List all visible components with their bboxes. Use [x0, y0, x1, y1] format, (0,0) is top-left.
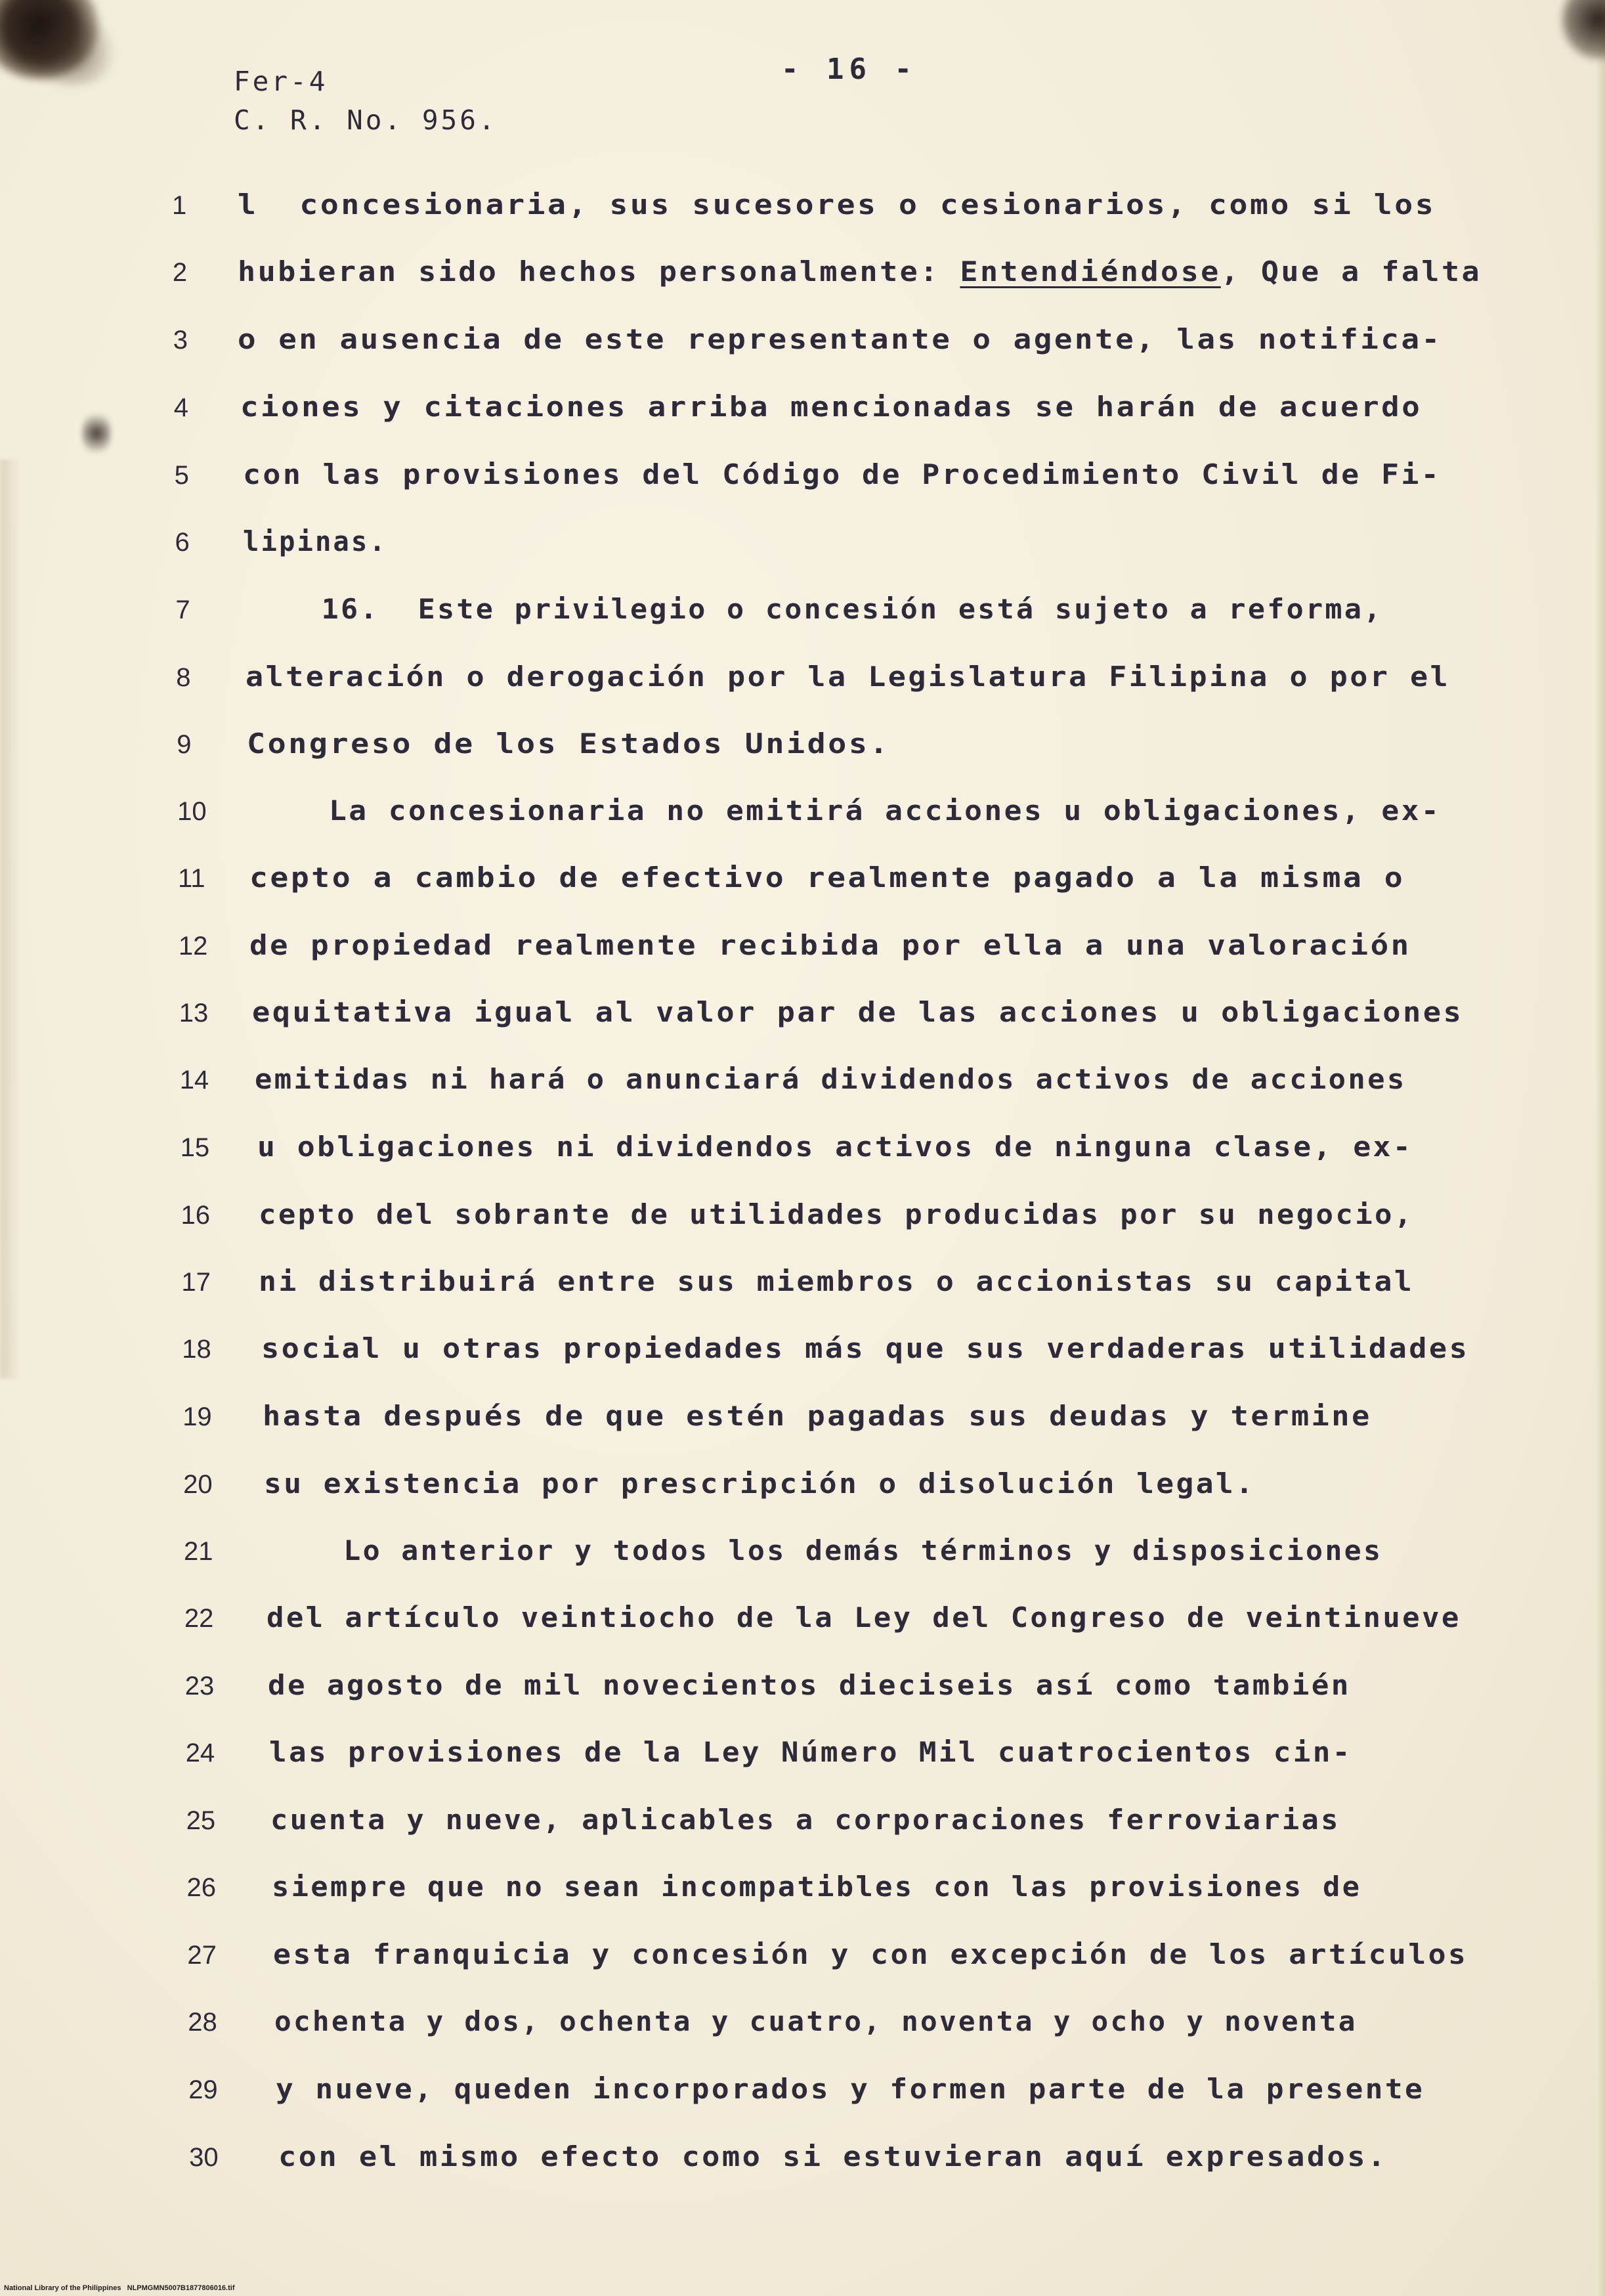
text-line-content: cepto a cambio de efectivo realmente pagado a la misma o	[249, 861, 1405, 894]
text-line	[243, 525, 387, 557]
text-line	[240, 393, 1422, 421]
text-line	[249, 929, 1411, 961]
page-edge	[1596, 0, 1605, 2296]
line-number: 4	[173, 393, 188, 422]
text-line	[238, 323, 1442, 355]
text-line-content: ni distribuirá entre sus miembros o accionistas su capital	[259, 1265, 1415, 1297]
underlined-term: Entendiéndose	[960, 255, 1221, 288]
text-line	[259, 1198, 1414, 1230]
text-line-content: de propiedad realmente recibida por ella a una valoración	[249, 929, 1411, 961]
text-line	[274, 2005, 1358, 2037]
text-line-content: social u otras propiedades más que sus verdaderas utilidades	[261, 1332, 1470, 1364]
line-number: 25	[186, 1806, 216, 1835]
ink-stain-top-left-faint	[20, 20, 125, 85]
text-line-content: ciones y citaciones arriba mencionadas se harán de acuerdo	[240, 391, 1423, 423]
line-number: 21	[184, 1537, 213, 1566]
text-line	[244, 593, 1383, 625]
ink-spot-left-margin	[82, 410, 111, 456]
text-line	[273, 1938, 1468, 1970]
text-line	[243, 458, 1442, 490]
line-number: 20	[183, 1470, 213, 1499]
ink-stain-top-right	[1562, 0, 1605, 59]
text-line-content: cuenta y nueve, aplicables a corporaciones ferroviarias	[270, 1804, 1340, 1836]
text-line-continuation: , Que a falta	[1220, 255, 1482, 288]
line-number: 12	[178, 932, 208, 961]
line-number: 13	[179, 999, 209, 1028]
line-number: 26	[186, 1873, 216, 1902]
text-line-content: del artículo veintiocho de la Ley del Congreso de veintinueve	[267, 1601, 1461, 1634]
line-number: 5	[174, 461, 189, 490]
text-line-content: o en ausencia de este representante o agente, las notifica-	[238, 323, 1442, 355]
text-line-content: equitativa igual al valor par de las acciones u obligaciones	[252, 996, 1464, 1028]
text-line	[261, 1332, 1470, 1364]
text-line	[272, 1873, 1361, 1901]
line-number: 19	[182, 1402, 212, 1431]
text-line-content: emitidas ni hará o anunciará dividendos activos de acciones	[255, 1063, 1407, 1095]
line-number: 29	[188, 2075, 218, 2104]
line-number: 30	[189, 2143, 219, 2172]
text-line	[267, 1601, 1461, 1634]
text-line-content: siempre que no sean incompatibles con las provisiones de	[272, 1871, 1362, 1903]
text-line	[257, 1133, 1413, 1161]
text-line-content: 16. Este privilegio o concesión está sujeto a reforma,	[244, 593, 1383, 625]
line-number: 18	[182, 1335, 211, 1364]
text-line-content: ochenta y dos, ochenta y cuatro, noventa y ocho y noventa	[274, 2005, 1358, 2037]
text-line	[268, 1669, 1351, 1701]
line-number: 23	[184, 1672, 215, 1700]
text-line	[267, 1534, 1383, 1567]
text-line-content: Congreso de los Estados Unidos.	[247, 727, 891, 760]
text-line-content: hubieran sido hechos personalmente:	[238, 255, 960, 288]
text-line	[247, 727, 891, 760]
text-line-content: con las provisiones del Código de Procedimiento Civil de Fi-	[243, 458, 1442, 490]
line-number: 14	[179, 1066, 209, 1094]
line-number: 24	[185, 1739, 215, 1767]
text-line-content: lipinas.	[243, 525, 387, 557]
document-reference-number: C. R. No. 956.	[234, 104, 498, 136]
document-code: Fer-4	[234, 66, 328, 97]
text-line	[278, 2140, 1388, 2173]
text-line	[255, 1063, 1407, 1095]
text-line-content: Lo anterior y todos los demás términos y disposiciones	[267, 1534, 1383, 1567]
line-number: 9	[177, 730, 192, 759]
line-number: 22	[184, 1604, 214, 1633]
text-line-content: de agosto de mil novecientos dieciseis así como también	[268, 1669, 1351, 1701]
paper-shadow-left	[0, 460, 20, 1379]
line-number: 15	[180, 1133, 210, 1162]
text-line	[269, 1736, 1352, 1768]
text-line-content: u obligaciones ni dividendos activos de ninguna clase, ex-	[257, 1131, 1413, 1163]
line-number: 28	[188, 2008, 217, 2037]
text-line-content: y nueve, queden incorporados y formen parte de la presente	[276, 2073, 1425, 2105]
line-number: 8	[176, 663, 191, 692]
text-line-content: alteración o derogación por la Legislatura Filipina o por el	[246, 661, 1451, 693]
line-number: 10	[177, 797, 207, 826]
text-line	[238, 255, 1482, 288]
text-line-content: con el mismo efecto como si estuvieran aquí expresados.	[278, 2140, 1388, 2173]
line-number: 27	[187, 1941, 217, 1970]
text-line	[246, 663, 1450, 691]
scan-credit: National Library of the Philippines NLPMGMN5007B1877806016.tif	[4, 2284, 235, 2292]
line-number: 1	[172, 191, 187, 220]
line-number: 11	[178, 864, 205, 893]
line-number: 2	[172, 258, 188, 287]
text-line-content: hasta después de que estén pagadas sus deudas y termine	[263, 1400, 1372, 1432]
line-number: 3	[173, 326, 188, 355]
text-line	[276, 2075, 1424, 2103]
line-number: 16	[181, 1201, 210, 1230]
text-line	[263, 1402, 1372, 1430]
line-number: 7	[175, 596, 190, 624]
page-number: - 16 -	[781, 53, 917, 86]
text-line-content: las provisiones de la Ley Número Mil cuatrocientos cin-	[269, 1736, 1352, 1768]
text-line-content: su existencia por prescripción o disolución legal.	[264, 1467, 1256, 1500]
line-number: 17	[181, 1268, 211, 1297]
text-line-content: esta franquicia y concesión y con excepción de los artículos	[273, 1938, 1468, 1970]
text-line-content: cepto del sobrante de utilidades producidas por su negocio,	[259, 1198, 1414, 1230]
text-line	[249, 794, 1442, 827]
text-line	[270, 1806, 1340, 1834]
text-line	[249, 861, 1405, 894]
text-line	[259, 1265, 1415, 1297]
text-line-content: l concesionaria, sus sucesores o cesionarios, como si los	[238, 188, 1436, 221]
line-number: 6	[175, 528, 190, 557]
text-line	[264, 1467, 1256, 1500]
text-line-content: La concesionaria no emitirá acciones u obligaciones, ex-	[249, 794, 1442, 827]
text-line	[238, 188, 1436, 221]
text-line	[252, 996, 1464, 1028]
